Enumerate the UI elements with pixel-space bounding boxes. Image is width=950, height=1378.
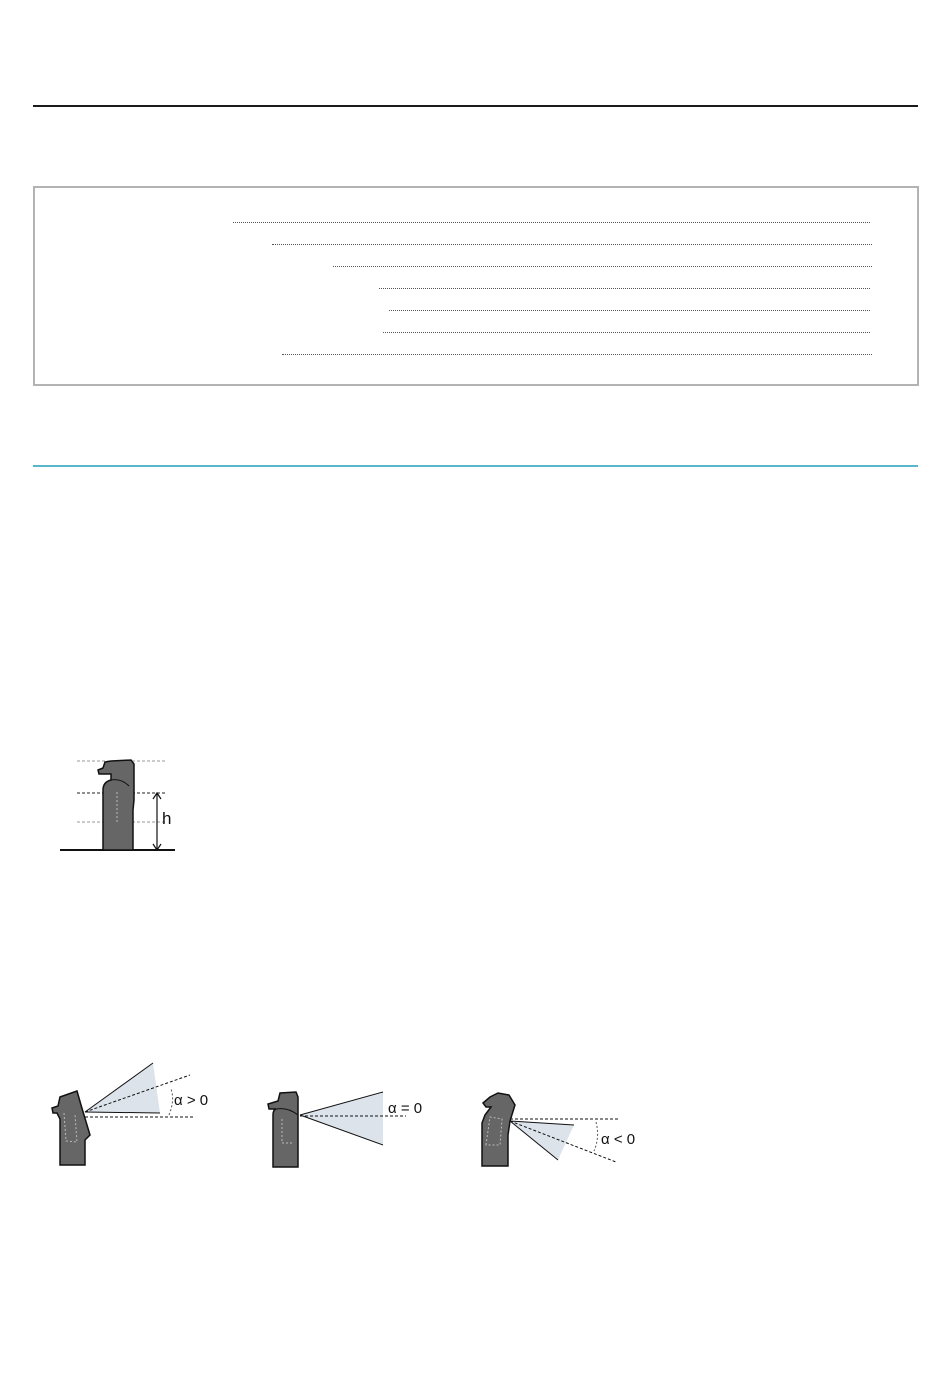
- toc-leader-line[interactable]: [389, 310, 870, 311]
- header-rule: [33, 105, 918, 107]
- tilt-label-zero: α = 0: [388, 1100, 423, 1117]
- device-shape: [268, 1092, 298, 1167]
- toc-leader-line[interactable]: [282, 354, 872, 355]
- toc-leader-line[interactable]: [272, 244, 872, 245]
- toc-leader-line[interactable]: [379, 288, 870, 289]
- tilt-label-negative: α < 0: [601, 1131, 636, 1148]
- height-label: h: [162, 809, 172, 828]
- toc-leader-line[interactable]: [383, 332, 870, 333]
- tilt-positive-figure: [45, 1055, 235, 1180]
- device-shape: [482, 1093, 515, 1166]
- device-shape: [98, 760, 134, 850]
- toc-leader-line[interactable]: [333, 266, 872, 267]
- tilt-zero-figure: [260, 1085, 450, 1175]
- mounting-height-figure: [55, 750, 185, 860]
- table-of-contents-box: [33, 186, 919, 386]
- tilt-label-positive: α > 0: [174, 1092, 209, 1109]
- device-shape: [52, 1091, 90, 1165]
- tilt-negative-figure: [470, 1085, 670, 1175]
- section-rule: [33, 465, 918, 467]
- toc-leader-line[interactable]: [233, 222, 870, 223]
